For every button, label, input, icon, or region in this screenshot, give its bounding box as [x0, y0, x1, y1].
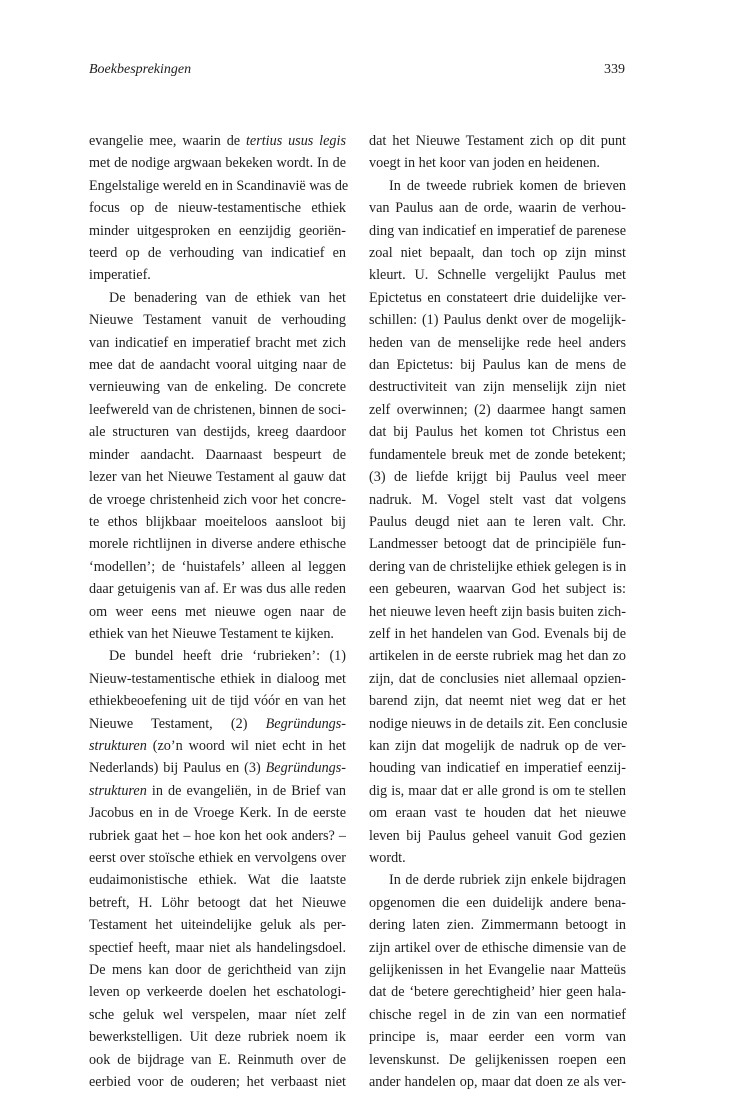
- text-line: [89, 601, 346, 623]
- text-run: gelijkenissen in het Evangelie naar Matteüs: [369, 962, 626, 979]
- text-run: leven bij Paulus geheel vanuit God gezien: [369, 827, 626, 844]
- text-run: Nieuwe Testament vanuit de verhouding: [89, 312, 346, 329]
- text-line: [369, 332, 626, 354]
- text-run: te ethos blijkbaar moeiteloos aansloot bij: [89, 513, 346, 530]
- text-line: [89, 1026, 346, 1048]
- text-run: nadruk. M. Vogel stelt vast dat volgens: [369, 491, 626, 508]
- text-line: [89, 914, 346, 936]
- text-run: ding van indicatief en imperatief de parenese: [369, 222, 626, 239]
- text-run: kan zijn dat mogelijk de nadruk op de ver-: [369, 737, 626, 754]
- text-run: Engelstalige wereld en in Scandinavië was de: [89, 177, 349, 194]
- text-run: ander handelen op, maar dat doen ze als ver-: [369, 1074, 626, 1091]
- text-run: leefwereld van de christenen, binnen de soci-: [89, 401, 346, 418]
- text-run: minder aandacht. Daarnaast bespeurt de: [89, 446, 346, 463]
- text-line: [369, 623, 626, 645]
- text-line: [369, 242, 626, 264]
- text-line: [369, 735, 626, 757]
- text-line: [369, 578, 626, 600]
- text-run: schillen: (1) Paulus denkt over de mogelijk-: [369, 312, 626, 329]
- left-column: [89, 130, 349, 1093]
- text-line: [369, 981, 626, 1003]
- text-run: barend zijn, dat neemt niet weg dat er het: [369, 693, 626, 710]
- text-line: [89, 533, 346, 555]
- text-line: [89, 376, 346, 398]
- text-line: [369, 668, 626, 690]
- text-run: wordt.: [369, 850, 406, 866]
- text-line: [89, 354, 346, 376]
- text-run: nodige nieuws in de details zit. Een conclusie: [369, 715, 628, 732]
- text-line: [89, 444, 346, 466]
- text-line: [89, 825, 346, 847]
- text-line: [369, 220, 626, 242]
- text-line: [89, 802, 346, 824]
- text-line: [89, 175, 349, 197]
- italic-term: tertius usus legis: [245, 133, 346, 149]
- text-line: [89, 690, 346, 712]
- text-run: lezer van het Nieuwe Testament al gauw dat: [89, 469, 346, 486]
- text-line: [89, 220, 346, 242]
- text-run: zijn, dat de conclusies niet allemaal opzien-: [369, 670, 626, 687]
- text-line: [89, 1071, 346, 1093]
- text-line: [89, 869, 346, 891]
- text-run: levenskunst. De gelijkenissen roepen een: [369, 1051, 626, 1068]
- text-line: [89, 645, 346, 667]
- text-line: [369, 780, 626, 802]
- text-line: [89, 713, 346, 735]
- text-run: focus op de nieuw-testamentische ethiek: [89, 200, 346, 217]
- text-line: [369, 1026, 626, 1048]
- text-line: [369, 802, 626, 824]
- text-line: [89, 197, 346, 219]
- text-line: [89, 892, 346, 914]
- text-run: spectief heeft, maar niet als handelingsdoel.: [89, 939, 346, 956]
- text-run: Nieuwe Testament, (2): [89, 715, 266, 732]
- text-run: houding van indicatief en imperatief eenzij-: [369, 760, 626, 777]
- text-run: zijn artikel over de ethische dimensie van de: [369, 939, 626, 956]
- text-line: [89, 466, 346, 488]
- text-line: [89, 1004, 346, 1026]
- text-line: [369, 914, 626, 936]
- text-run: in de evangeliën, in de Brief van: [146, 782, 346, 799]
- text-line: [369, 959, 626, 981]
- page-number: 339: [604, 62, 625, 77]
- text-line: [89, 332, 346, 354]
- text-run: leven op verkeerde doelen het eschatologi-: [89, 984, 346, 1001]
- text-line: [369, 1071, 626, 1093]
- text-line: [369, 421, 626, 443]
- text-line: [369, 309, 626, 331]
- text-run: dering van de christelijke ethiek gelegen is in: [369, 558, 627, 575]
- text-run: evangelie mee, waarin de: [89, 133, 246, 149]
- text-line: [89, 847, 346, 869]
- text-line: [369, 892, 626, 914]
- text-line: [369, 466, 626, 488]
- text-line: [89, 309, 346, 331]
- italic-term: strukturen: [89, 737, 147, 754]
- text-line: [369, 556, 626, 578]
- text-line: [369, 825, 626, 847]
- text-run: eerst over stoïsche ethiek en vervolgens over: [89, 850, 346, 866]
- text-run: om weer eens met nieuwe ogen naar de: [89, 603, 346, 620]
- text-run: eudaimonistische ethiek. Wat die laatste: [89, 872, 346, 889]
- text-run: De mens kan door de gerichtheid van zijn: [89, 962, 346, 979]
- text-line: [369, 197, 626, 219]
- text-line: [369, 690, 626, 712]
- text-run: Epictetus en constateert drie duidelijke ver-: [369, 289, 626, 306]
- text-run: dering laten zien. Zimmermann betoogt in: [369, 917, 626, 934]
- text-line: [369, 444, 626, 466]
- text-run: fundamentele breuk met de zonde betekent;: [369, 446, 626, 463]
- text-run: destructiviteit van zijn menselijk zijn niet: [369, 379, 626, 396]
- text-line: [89, 242, 346, 264]
- text-run: ale structuren van destijds, kreeg daardoor: [89, 424, 346, 441]
- text-run: artikelen in de eerste rubriek mag het dan zo: [369, 648, 626, 665]
- text-line: [89, 959, 346, 981]
- text-run: bewerkstelligen. Uit deze rubriek noem ik: [89, 1029, 346, 1046]
- text-line: [89, 578, 346, 600]
- text-run: ‘modellen’; de ‘huistafels’ alleen al leggen: [89, 558, 346, 575]
- text-line: [369, 130, 626, 152]
- text-run: eerbied voor de ouderen; het verbaast niet: [89, 1074, 346, 1091]
- text-line: [89, 623, 346, 645]
- text-run: morele richtlijnen in diverse andere ethische: [89, 536, 346, 553]
- right-column: [369, 130, 626, 1093]
- text-line: [369, 757, 626, 779]
- text-line: [369, 869, 626, 891]
- text-line: [369, 937, 626, 959]
- text-run: zelf overwinnen; (2) daarmee hangt samen: [369, 401, 626, 418]
- text-run: daar getuigenis van af. Er was dus alle reden: [89, 581, 346, 598]
- text-run: de vroege christenheid zich voor het concre-: [89, 491, 346, 508]
- text-run: zelf in het handelen van God. Evenals bij de: [369, 625, 626, 642]
- italic-term: strukturen: [89, 782, 147, 799]
- text-line: [369, 376, 626, 398]
- text-run: ethiekbeoefening uit de tijd vóór en van het: [89, 693, 346, 710]
- text-line: [369, 533, 626, 555]
- text-run: ook de bijdrage van E. Reinmuth over de: [89, 1051, 346, 1068]
- text-line: [369, 601, 626, 623]
- text-run: dan Epictetus: bij Paulus kan de mens de: [369, 357, 626, 374]
- text-run: chische regel in de zin van een normatief: [369, 1006, 626, 1023]
- text-line: [369, 287, 626, 309]
- text-line: [369, 847, 626, 869]
- text-run: Landmesser betoogt dat de principiële fun-: [369, 536, 626, 553]
- text-line: [89, 668, 346, 690]
- text-run: mee dat de aandacht vooral uitging naar de: [89, 357, 346, 374]
- text-run: het nieuwe leven heeft zijn basis buiten zich-: [369, 603, 626, 620]
- text-run: zoal niet bepaalt, dan toch op zijn minst: [369, 245, 626, 262]
- text-run: Paulus deugd niet aan te leren valt. Chr.: [369, 513, 626, 530]
- text-line: [89, 399, 346, 421]
- text-line: [369, 1004, 626, 1026]
- text-run: minder uitgesproken en eenzijdig georiën-: [89, 222, 346, 239]
- text-run: betreft, H. Löhr betoogt dat het Nieuwe: [89, 894, 346, 911]
- text-line: [369, 489, 626, 511]
- text-run: Nieuw-testamentische ethiek in dialoog met: [89, 670, 346, 687]
- text-run: Nederlands) bij Paulus en (3): [89, 760, 266, 777]
- text-line: [89, 421, 346, 443]
- text-line: [89, 981, 346, 1003]
- text-run: rubriek gaat het – hoe kon het ook anders? –: [89, 827, 346, 844]
- italic-term: Begründungs-: [265, 715, 346, 732]
- running-head: [89, 62, 625, 84]
- running-title: Boekbesprekingen: [89, 62, 192, 77]
- text-run: (zo’n woord wil niet echt in het: [146, 737, 346, 754]
- text-run: In de derde rubriek zijn enkele bijdragen: [389, 872, 626, 889]
- text-line: [369, 645, 626, 667]
- text-run: heden van de menselijke rede heel anders: [369, 334, 626, 351]
- text-run: imperatief.: [89, 267, 151, 284]
- text-run: teerd op de verhouding van indicatief en: [89, 245, 346, 262]
- text-line: [89, 780, 346, 802]
- text-line: [369, 511, 626, 533]
- text-line: [369, 713, 626, 735]
- text-line: [89, 130, 346, 152]
- text-line: [369, 152, 626, 174]
- text-run: om eraan vast te houden dat het nieuwe: [369, 805, 626, 822]
- text-run: De bundel heeft drie ‘rubrieken’: (1): [109, 648, 346, 665]
- text-run: dig is, maar dat er alle grond is om te stellen: [369, 782, 626, 799]
- text-run: dat het Nieuwe Testament zich op dit punt: [369, 133, 626, 149]
- text-line: [89, 489, 346, 511]
- text-run: In de tweede rubriek komen de brieven: [389, 177, 626, 194]
- text-run: Testament het uiteindelijke geluk als per-: [89, 917, 346, 934]
- text-run: kleurt. U. Schnelle vergelijkt Paulus met: [369, 267, 626, 284]
- text-run: van Paulus aan de orde, waarin de verhou-: [369, 200, 626, 217]
- text-line: [89, 511, 346, 533]
- text-run: sche geluk wel verspelen, maar níet zelf: [89, 1006, 346, 1023]
- text-run: ethiek van het Nieuwe Testament te kijken.: [89, 625, 334, 642]
- text-line: [89, 757, 346, 779]
- text-line: [89, 152, 346, 174]
- text-run: dat de ‘betere gerechtigheid’ hier geen hala-: [369, 984, 626, 1001]
- text-run: Jacobus en in de Vroege Kerk. In de eerste: [89, 805, 346, 822]
- text-line: [369, 399, 626, 421]
- text-line: [369, 354, 626, 376]
- text-run: een gebeuren, waarvan God het subject is:: [369, 581, 626, 598]
- text-run: met de nodige argwaan bekeken wordt. In de: [89, 155, 346, 172]
- text-run: dat bij Paulus het komen tot Christus een: [369, 424, 626, 441]
- text-run: voegt in het koor van joden en heidenen.: [369, 155, 600, 172]
- text-run: (3) de liefde krijgt bij Paulus veel meer: [369, 469, 626, 486]
- text-run: opgenomen die een duidelijk andere bena-: [369, 894, 626, 911]
- text-run: De benadering van de ethiek van het: [109, 289, 346, 306]
- text-run: van indicatief en imperatief bracht met zich: [89, 334, 346, 351]
- text-run: principe is, maar eerder een vorm van: [369, 1029, 626, 1046]
- text-line: [89, 264, 346, 286]
- text-line: [89, 556, 346, 578]
- text-line: [89, 735, 346, 757]
- text-run: vernieuwing van de enkeling. De concrete: [89, 379, 346, 396]
- text-line: [89, 937, 346, 959]
- text-line: [369, 264, 626, 286]
- text-line: [89, 287, 346, 309]
- text-line: [369, 175, 626, 197]
- italic-term: Begründungs-: [265, 760, 346, 777]
